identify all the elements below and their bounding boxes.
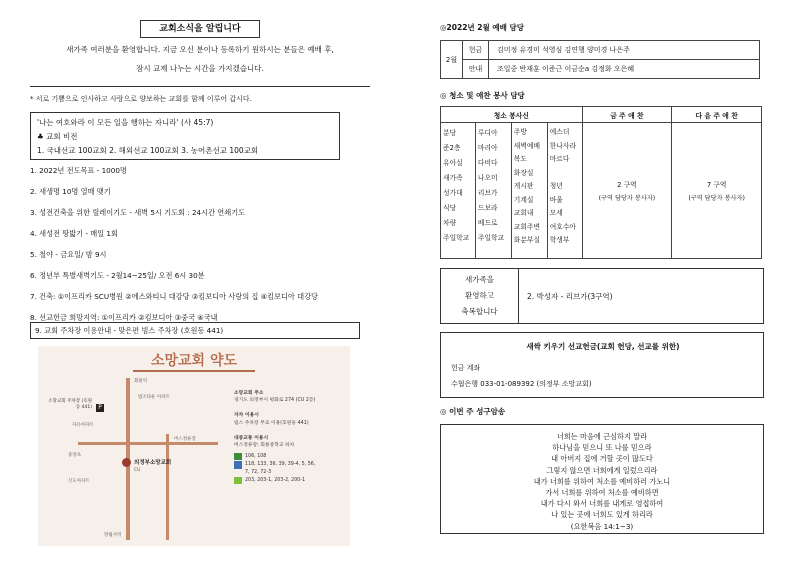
newcomer-label: [441, 269, 519, 323]
road-horizontal: [78, 442, 218, 445]
bus-line-2: 118, 133, 36, 39, 39-4, 5, 56,: [234, 461, 348, 468]
notice-item: 3. 성전건축을 위한 릴레이기도 - 새벽 5시 기도회 : 24시간 연쇄기도: [30, 208, 246, 217]
service-area: 새벽예배: [513, 141, 541, 150]
address-title: 소망교회 주소: [234, 391, 264, 396]
notice-list: [30, 166, 380, 334]
newcomer-box: [440, 268, 764, 324]
newcomer-label-line: 환영하고: [465, 291, 494, 300]
service-title: ◎ 청소 및 애찬 봉사 담당: [440, 91, 525, 100]
service-col-3: [511, 123, 547, 259]
verse-text: '나는 여호와라 이 모든 일을 행하는 자니라' (사 45:7): [37, 118, 214, 127]
this-week-group: 2 구역: [617, 181, 637, 189]
service-area: 복도: [513, 155, 527, 163]
next-week-group: 7 구역: [706, 181, 727, 189]
notice-item: 8. 선교헌금 희망지역: ①이프리카 ②킴보디아 ③중국 ④국내: [30, 313, 218, 322]
road-vertical-side: [166, 434, 169, 540]
next-week-note: (구역 담당자 봉사자): [688, 195, 745, 202]
label-apt-3: 신도아파트: [68, 479, 90, 484]
newcomer-name: 2. 박성자 - 리브가(3구역): [527, 292, 613, 301]
service-team: 한나사라: [549, 141, 576, 150]
vision-box: [30, 112, 340, 160]
service-team: 리브가: [477, 189, 498, 197]
service-team: 베드로: [477, 219, 498, 227]
label-church: 의정부소망교회: [134, 460, 172, 466]
verse-line: 내가 너희를 위하여 처소를 예비하러 가노니: [533, 476, 671, 486]
account-number: 수협은행 033-01-089392 (의정부 소망교회): [451, 380, 592, 388]
service-team: 바울: [549, 195, 563, 204]
newcomer-label-line: 새가족을: [465, 275, 494, 284]
church-marker-icon: [122, 458, 131, 467]
verse-line: 너희는 마음에 근심하지 말라: [556, 432, 648, 441]
service-team: 마르다: [549, 155, 570, 163]
service-team: 주일학교: [477, 234, 505, 242]
car-title: 자차 이용시: [234, 413, 259, 419]
transit-info: 버스정류장: 회룡중학교 하차: [234, 442, 295, 448]
service-area: 주방: [513, 128, 527, 136]
service-area: 유아실: [443, 159, 463, 167]
service-team: 에스더: [549, 128, 570, 136]
label-station: 망월사역: [104, 533, 122, 538]
divider: [30, 86, 370, 87]
verse-line: 가서 너희를 위하여 처소를 예비하면: [545, 488, 659, 498]
service-area: 새가족: [443, 174, 463, 182]
service-header: 다 음 주 애 찬: [672, 107, 762, 123]
parking-icon: P: [96, 404, 104, 412]
notice-item: 2. 새생명 10명 열매 맺기: [30, 187, 111, 196]
greeting-text: * 서로 기쁨으로 인사하고 사랑으로 양보하는 교회를 함께 이루어 갑시다.: [30, 95, 252, 103]
service-team: 모세: [549, 209, 563, 217]
service-area: 화분부실: [513, 236, 541, 244]
verse-title: ◎ 이번 주 성구암송: [440, 407, 506, 416]
service-header: 금 주 애 찬: [582, 107, 672, 123]
verse-line: 그렇지 않으면 너희에게 일렀으리라: [546, 465, 658, 475]
verse-line: 내 아버지 집에 거할 곳이 많도다: [551, 454, 653, 464]
label-bridge: 회룡역: [134, 379, 148, 384]
service-area: 분당: [443, 129, 457, 137]
next-week-cell: [672, 123, 762, 259]
bus-line-3: 7, 72, 72-3: [245, 469, 272, 475]
account-label: 헌금 계좌: [451, 364, 481, 372]
service-area: 식당: [443, 204, 457, 212]
worship-table: [440, 40, 760, 79]
service-team: 다비다: [477, 159, 498, 167]
right-page: [400, 0, 800, 566]
notice-item: 5. 철야 - 금요일/ 밤 9시: [30, 250, 107, 259]
car-info: 빔스 주차장 무료 이용(호원동 441): [234, 420, 309, 426]
label-apt-1: 법조타운 아파트: [138, 395, 170, 400]
map-title-underline: [133, 370, 255, 372]
label-cu: CU: [134, 468, 141, 473]
service-team: 여호수아: [549, 222, 576, 231]
verse-line: 내가 다시 와서 너희를 내게로 영접하여: [540, 499, 664, 509]
service-team: 마리아: [477, 144, 498, 152]
mission-box: [440, 332, 764, 398]
service-table: [440, 106, 762, 259]
map-info: [234, 390, 348, 484]
worship-role: 안내: [463, 60, 489, 79]
service-team: 나오미: [477, 174, 498, 182]
church-map: [38, 346, 350, 546]
service-area: 주일학교: [443, 234, 470, 242]
worship-names: 조일중 반재훈 이준근 이금순a 김정화 오은혜: [489, 60, 760, 79]
label-bus: 버스정류장: [174, 437, 196, 442]
notice-item: 4. 새성전 땅밟기 - 매일 1회: [30, 229, 118, 238]
memory-verse-box: [440, 424, 764, 534]
verse-line: 나 있는 곳에 너희도 있게 하리라: [551, 510, 653, 520]
service-area: 화장실: [513, 168, 534, 177]
service-area: 기계실: [513, 195, 534, 204]
service-team: 학생부: [549, 236, 570, 244]
notice-title: 교회소식을 알립니다: [140, 20, 260, 38]
service-team: 청년: [549, 182, 563, 190]
service-area: 차량: [443, 219, 457, 227]
service-area: 게시판: [513, 182, 534, 190]
newcomer-label-line: 축복합니다: [461, 307, 498, 316]
welcome-line-2: 잠시 교제 나누는 시간을 가지겠습니다.: [136, 64, 264, 73]
label-school: 중랑초: [68, 453, 82, 458]
bus-line-4: 203, 203-1, 203-2, 200-1: [234, 477, 348, 484]
service-area: 교회주변: [513, 222, 541, 231]
welcome-line-1: 새가족 여러분을 환영합니다. 지금 오신 분이나 등록하기 원하시는 분들은 예배 후,: [66, 45, 334, 54]
verse-line: 하나님을 믿으니 또 나를 믿으라: [552, 443, 652, 453]
service-team: 드보라: [477, 204, 498, 212]
vision-title: ♣ 교회 비전: [37, 132, 78, 141]
notice-item: 6. 정년부 특별새벽기도 - 2월14~25일/ 오전 6시 30분: [30, 271, 205, 280]
mission-title: 새싹 키우기 선교헌금(교회 헌당, 선교를 위한): [526, 342, 680, 351]
notice-item: 1. 2022년 전도목표 - 1000명: [30, 166, 127, 175]
service-header: 청소 봉사신: [441, 107, 583, 123]
service-team: 루디아: [477, 129, 498, 137]
worship-month: 2월: [441, 41, 463, 79]
transit-title: 대중교통 이용시: [234, 435, 269, 441]
address: 경기도 의정부시 평화로 274 (CU 2층): [234, 398, 316, 404]
this-week-cell: [582, 123, 672, 259]
service-area: 교회내: [513, 209, 534, 217]
label-apt-2: 자유아파트: [72, 423, 94, 428]
bus-line-1: 106, 108: [234, 453, 348, 460]
verse-reference: (요한복음 14:1~3): [570, 521, 634, 531]
worship-title: ◎2022년 2월 예배 담당: [440, 23, 524, 32]
this-week-note: (구역 담당자 봉사자): [598, 195, 656, 202]
worship-role: 헌금: [463, 41, 489, 60]
worship-names: 김미정 유경미 석영심 김연행 양미경 나은주: [489, 41, 760, 60]
service-area: 성가대: [443, 189, 463, 197]
label-parking: 소망교회 주차장 (호원동 441): [48, 399, 92, 410]
service-team: [550, 167, 580, 181]
parking-notice: 9. 교회 주차장 이용안내 - 맞은편 빔스 주차장 (호원동 441): [30, 322, 360, 339]
service-area: 준2층: [443, 144, 461, 152]
map-title: 소망교회 약도: [150, 353, 238, 369]
notice-item: 7. 건축: ①이프리카 SCU병원 ②에스와티니 대강당 ③킴보디아 사랑의 집 ④킴보디아 대강당: [30, 292, 318, 301]
service-col-2: [475, 123, 511, 259]
service-col-1: [441, 123, 476, 259]
vision-items: 1. 국내선교 100교회 2. 해외선교 100교회 3. 농어촌선교 100교회: [37, 146, 259, 155]
service-col-4: [547, 123, 582, 259]
